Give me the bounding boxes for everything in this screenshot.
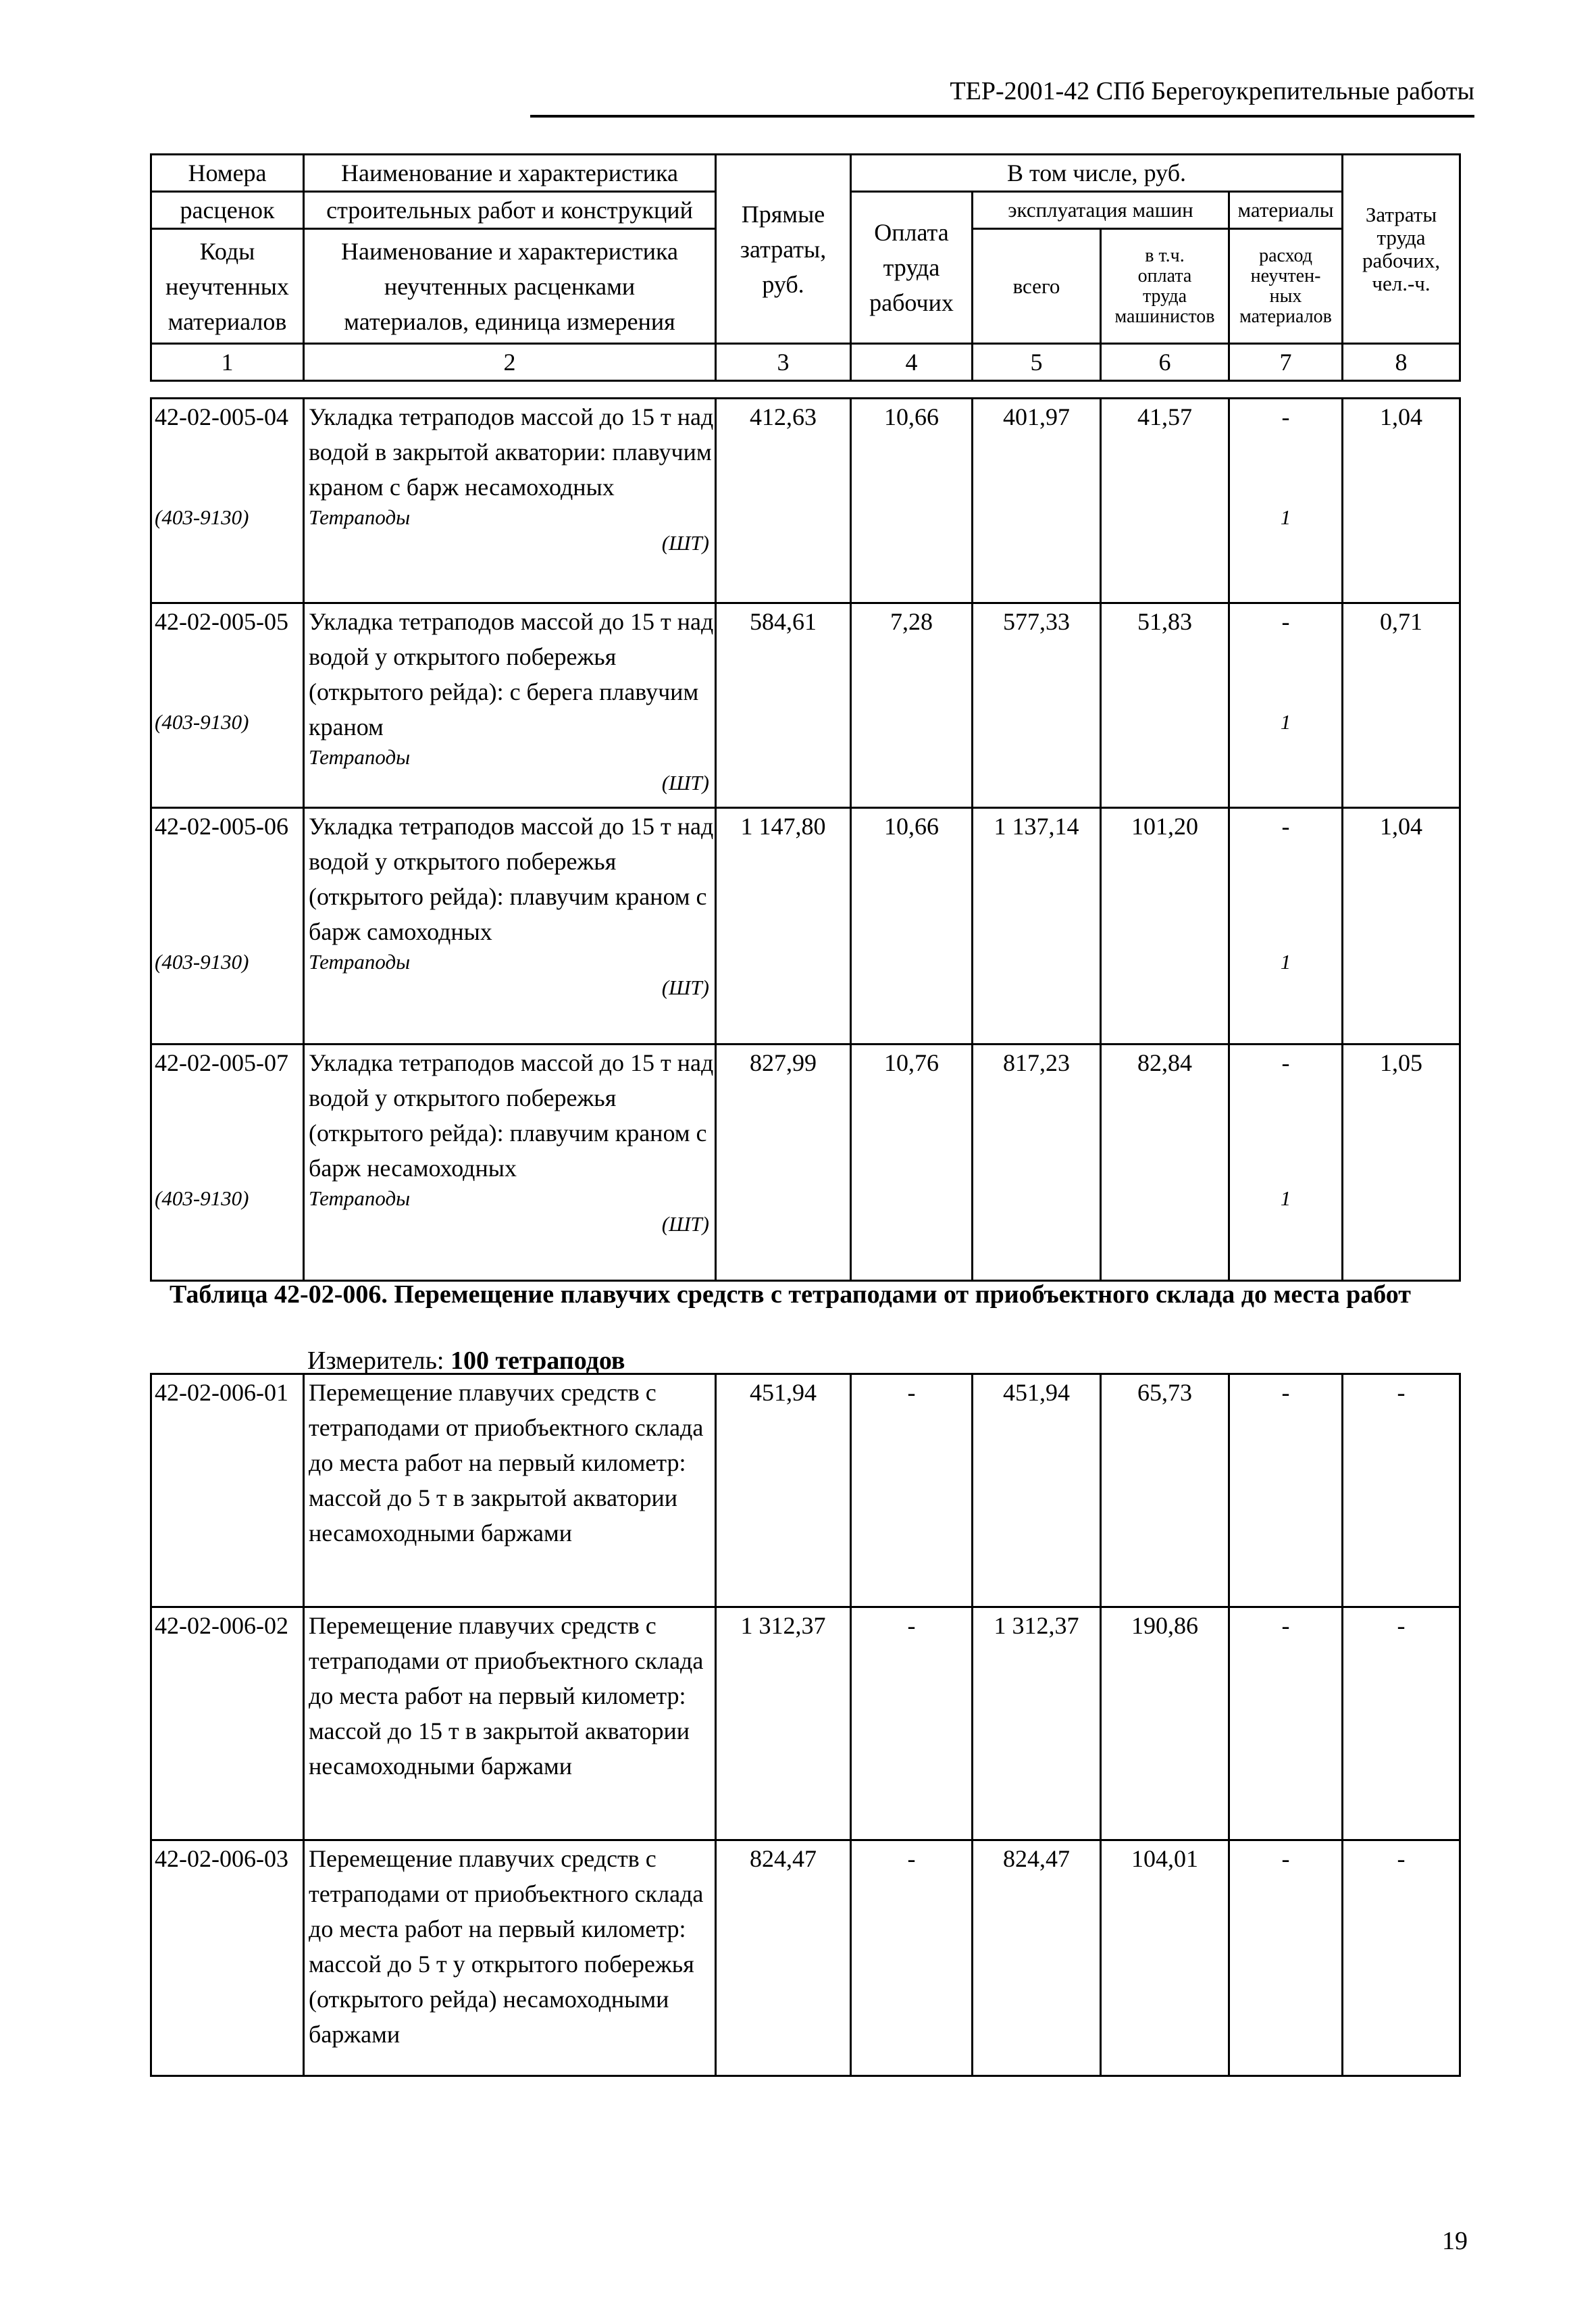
table-row — [151, 603, 1460, 808]
table-row — [151, 1607, 1460, 1840]
table-row — [151, 399, 1460, 603]
hdr-col1-top: Номера — [151, 155, 304, 192]
meter — [307, 1344, 625, 1377]
hdr-col3: Прямые затраты, руб. — [716, 155, 851, 344]
material-code: (403-9130) — [155, 950, 249, 974]
hdr-group: В том числе, руб. — [851, 155, 1343, 192]
hdr-col2-bottom: Наименование и характеристика неучтенных расценками материалов, единица измерения — [304, 229, 716, 344]
operators-pay: 41,57 — [1101, 399, 1229, 603]
machines-total: 1 312,37 — [973, 1607, 1101, 1840]
labor-pay: - — [851, 1607, 973, 1840]
work-name-cell — [304, 603, 716, 808]
rates-table-006 — [150, 1373, 1461, 2077]
material-unit: (ШТ) — [661, 771, 709, 795]
labor-hours: 1,04 — [1343, 808, 1460, 1045]
work-name: Перемещение плавучих средств с тетраподами от приобъектного склада до места работ на первый километр: массой до 5 т у открытого побережья (открытого рейда) несамоходными баржами — [304, 1840, 716, 2076]
rate-code-cell — [151, 603, 304, 808]
material-code: (403-9130) — [155, 1186, 249, 1210]
operators-pay: 51,83 — [1101, 603, 1229, 808]
table-title: Таблица 42-02-006. Перемещение плавучих средств с тетраподами от приобъектного склада до места работ — [170, 1280, 1411, 1309]
operators-pay: 190,86 — [1101, 1607, 1229, 1840]
rate-code: 42-02-005-06 — [155, 813, 288, 840]
spacer — [1230, 639, 1341, 709]
table-header — [150, 153, 1461, 382]
machines-total: 401,97 — [973, 399, 1101, 603]
hdr-col4: Оплата труда рабочих — [851, 192, 973, 344]
direct-costs: 451,94 — [716, 1374, 851, 1607]
machines-total: 577,33 — [973, 603, 1101, 808]
material-unit: (ШТ) — [661, 531, 709, 555]
hdr-col2-top: Наименование и характеристика — [304, 155, 716, 192]
materials-cell — [1229, 399, 1343, 603]
labor-hours: - — [1343, 1374, 1460, 1607]
machines-total: 824,47 — [973, 1840, 1101, 2076]
work-name: Перемещение плавучих средств с тетраподами от приобъектного склада до места работ на первый километр: массой до 15 т в закрытой акватории несамоходными баржами — [304, 1607, 716, 1840]
hdr-col5: всего — [973, 229, 1101, 344]
table-row — [151, 1374, 1460, 1607]
direct-costs: 1 147,80 — [716, 808, 851, 1045]
hdr-col7: расход неучтен- ных материалов — [1229, 229, 1343, 344]
hdr-col2-top2: строительных работ и конструкций — [304, 192, 716, 229]
operators-pay: 82,84 — [1101, 1045, 1229, 1281]
machines-total: 817,23 — [973, 1045, 1101, 1281]
spacer — [155, 1080, 303, 1186]
meter-label: Измеритель: — [307, 1347, 444, 1375]
hdr-col8: Затраты труда рабочих, чел.-ч. — [1343, 155, 1460, 344]
labor-pay: 10,76 — [851, 1045, 973, 1281]
col-number-2: 2 — [304, 344, 716, 381]
labor-pay: - — [851, 1374, 973, 1607]
work-name: Укладка тетраподов массой до 15 т над водой у открытого побережья (открытого рейда): плавучим краном с барж несамоходных — [309, 1049, 714, 1182]
rates-table-005 — [150, 397, 1461, 1282]
hdr-col6: в т.ч. оплата труда машинистов — [1101, 229, 1229, 344]
materials-value: - — [1281, 813, 1290, 840]
labor-pay: - — [851, 1840, 973, 2076]
col-number-7: 7 — [1229, 344, 1343, 381]
spacer — [1230, 1080, 1341, 1186]
hdr-materials: материалы — [1229, 192, 1343, 229]
col-number-3: 3 — [716, 344, 851, 381]
work-name: Укладка тетраподов массой до 15 т над водой в закрытой акватории: плавучим краном с барж несамоходных — [309, 403, 714, 501]
rate-code: 42-02-005-04 — [155, 403, 288, 430]
table-row — [151, 1045, 1460, 1281]
rate-code: 42-02-005-07 — [155, 1049, 288, 1076]
spacer — [155, 639, 303, 709]
work-name: Перемещение плавучих средств с тетраподами от приобъектного склада до места работ на первый километр: массой до 5 т в закрытой акватории несамоходными баржами — [304, 1374, 716, 1607]
col-number-1: 1 — [151, 344, 304, 381]
materials-value: - — [1229, 1607, 1343, 1840]
direct-costs: 584,61 — [716, 603, 851, 808]
machines-total: 451,94 — [973, 1374, 1101, 1607]
table-row — [151, 1840, 1460, 2076]
material-name: Тетраподы — [309, 1186, 411, 1210]
rate-code: 42-02-005-05 — [155, 608, 288, 635]
rate-code-cell — [151, 399, 304, 603]
materials-cell — [1229, 1045, 1343, 1281]
material-quantity: 1 — [1280, 950, 1291, 974]
col-number-5: 5 — [973, 344, 1101, 381]
material-name: Тетраподы — [309, 950, 411, 974]
direct-costs: 827,99 — [716, 1045, 851, 1281]
rate-code: 42-02-006-03 — [151, 1840, 304, 2076]
materials-value: - — [1281, 403, 1290, 430]
hdr-col1-top2: расценок — [151, 192, 304, 229]
material-quantity: 1 — [1280, 1186, 1291, 1210]
rate-code-cell — [151, 1045, 304, 1281]
work-name-cell — [304, 399, 716, 603]
material-code: (403-9130) — [155, 710, 249, 734]
labor-pay: 10,66 — [851, 399, 973, 603]
material-quantity: 1 — [1280, 710, 1291, 734]
material-quantity: 1 — [1280, 505, 1291, 529]
material-unit: (ШТ) — [661, 976, 709, 999]
labor-hours: 0,71 — [1343, 603, 1460, 808]
table-row — [151, 808, 1460, 1045]
labor-pay: 7,28 — [851, 603, 973, 808]
materials-cell — [1229, 808, 1343, 1045]
materials-cell — [1229, 603, 1343, 808]
col-number-4: 4 — [851, 344, 973, 381]
page-number: 19 — [1442, 2227, 1468, 2255]
materials-value: - — [1281, 608, 1290, 635]
spacer — [155, 844, 303, 949]
rate-code: 42-02-006-02 — [151, 1607, 304, 1840]
material-code: (403-9130) — [155, 505, 249, 529]
direct-costs: 412,63 — [716, 399, 851, 603]
work-name: Укладка тетраподов массой до 15 т над водой у открытого побережья (открытого рейда): с берега плавучим краном — [309, 608, 714, 740]
operators-pay: 101,20 — [1101, 808, 1229, 1045]
hdr-col1-bottom: Коды неучтенных материалов — [151, 229, 304, 344]
rate-code: 42-02-006-01 — [151, 1374, 304, 1607]
spacer — [1230, 434, 1341, 505]
material-name: Тетраподы — [309, 745, 411, 769]
operators-pay: 65,73 — [1101, 1374, 1229, 1607]
hdr-machines: эксплуатация машин — [973, 192, 1229, 229]
meter-value: 100 тетраподов — [451, 1347, 625, 1375]
work-name: Укладка тетраподов массой до 15 т над водой у открытого побережья (открытого рейда): плавучим краном с барж самоходных — [309, 813, 714, 945]
col-number-8: 8 — [1343, 344, 1460, 381]
rate-code-cell — [151, 808, 304, 1045]
labor-pay: 10,66 — [851, 808, 973, 1045]
materials-value: - — [1229, 1840, 1343, 2076]
operators-pay: 104,01 — [1101, 1840, 1229, 2076]
direct-costs: 1 312,37 — [716, 1607, 851, 1840]
machines-total: 1 137,14 — [973, 808, 1101, 1045]
materials-value: - — [1281, 1049, 1290, 1076]
labor-hours: - — [1343, 1840, 1460, 2076]
material-unit: (ШТ) — [661, 1212, 709, 1236]
direct-costs: 824,47 — [716, 1840, 851, 2076]
work-name-cell — [304, 808, 716, 1045]
materials-value: - — [1229, 1374, 1343, 1607]
spacer — [1230, 844, 1341, 949]
material-name: Тетраподы — [309, 505, 411, 529]
running-head: ТЕР-2001-42 СПб Берегоукрепительные работы — [530, 68, 1474, 118]
col-number-6: 6 — [1101, 344, 1229, 381]
labor-hours: 1,05 — [1343, 1045, 1460, 1281]
spacer — [155, 434, 303, 505]
labor-hours: - — [1343, 1607, 1460, 1840]
labor-hours: 1,04 — [1343, 399, 1460, 603]
work-name-cell — [304, 1045, 716, 1281]
